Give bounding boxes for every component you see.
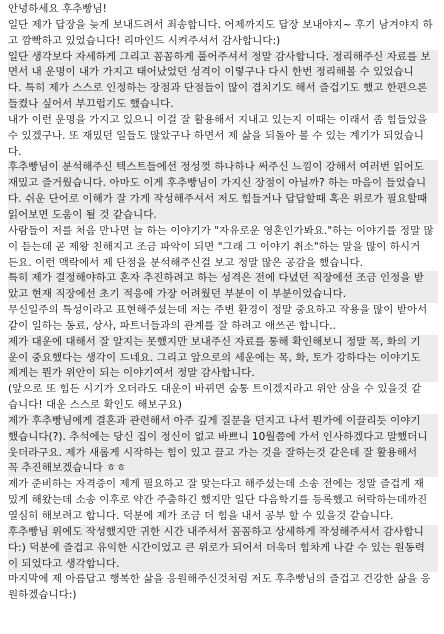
text-line: 무신일주의 특성이라고 표현해주셨는데 저는 주변 환경이 정말 중요하고 작용을 많이 받아서	[8, 304, 428, 317]
text-line: 면서 내 운명이 내가 가지고 태어났었던 성격이 이렇구나 다시 한번 정리해볼 수 있었습니	[8, 66, 414, 79]
text-line: 제가 후추빵님에게 결혼과 관련해서 아주 깊게 질문을 던지고 나서 뭔가에 이끌리듯 이야기	[8, 414, 421, 427]
text-line: 운이 중요했다는 생각이 드네요. 그리고 앞으로의 세운에는 목, 화, 토가 강하다는 이야기도	[8, 351, 421, 364]
text-line: 후추빵님이 분석해주신 텍스트들에선 정성껏 하나하나 써주신 느낌이 강해서 여러번 읽어도	[8, 161, 424, 174]
paragraph	[8, 525, 438, 573]
paragraph	[8, 160, 438, 223]
text-line: 사람들이 저를 처음 만나면 늘 하는 이야기가 "자유로운 영혼인가봐요."하는 이야기를 정말 많	[8, 224, 434, 237]
text-line: 고 깜빡하고 있었습니다! 리마인드 시켜주셔서 감사합니다:)	[8, 34, 281, 47]
text-line: 했습니다(?). 추석에는 당신 집이 정신이 없고 바쁘니 10월쯤에 가서 인사하겠다고 말했더니	[8, 430, 428, 443]
text-line: 마지막에 제 아름답고 행복한 삶을 응원해주신것처럼 저도 후추빵님의 즐겁고 건강한 삶을 응	[8, 573, 431, 586]
text-line: 웃더라구요. 제가 새롭게 시작하는 힘이 있고 끌고 가는 것을 잘하는것 같은데 잘 활용해서	[8, 446, 418, 459]
text-line: 든요. 이런 맥락에서 제 단점을 분석해주신걸 보고 정말 많은 공감을 했습니다.	[8, 256, 364, 269]
text-line: 특히 제가 결정해야하고 혼자 추진하려고 하는 성격은 전에 다녔던 직장에선 조금 인정을 받	[8, 272, 424, 285]
text-line: 후추빵님 위에도 작성했지만 귀한 시간 내주셔서 꼼꼼하고 상세하게 작성해주셔서 감사합니	[8, 525, 424, 538]
text-line: 원하겠습니다:)	[8, 589, 77, 602]
text-line: 제가 대운에 대해서 잘 알지는 못했지만 보내주신 자료를 통해 확인해보니 정말 목, 화의 기	[8, 335, 421, 348]
text-line: 이 듣는데 곧 제왕 친해지고 조금 파악이 되면 "그래 그 이야기 취소"하는 말을 많이 하시거	[8, 240, 421, 253]
paragraph	[8, 335, 438, 383]
paragraph	[8, 271, 438, 303]
text-line: 았고 현재 직장에선 초기 적응에 가장 어려웠던 부분이 이 부분이었습니다.	[8, 288, 347, 301]
text-line: 일단 제가 답장을 늦게 보내드려서 죄송합니다. 어제까지도 답장 보내야지~ 후기 남겨야지 하	[8, 18, 433, 31]
text-line: 같이 일하는 동료, 상사, 파트너들과의 관계를 잘 하려고 애쓰곤 합니다..	[8, 319, 337, 332]
text-line: 수 있겠구나. 또 재밌던 일들도 많았구나 하면서 제 삶을 되돌아 볼 수 있는 계기가 되었습니	[8, 129, 424, 142]
text-line: 다.	[8, 145, 22, 158]
paragraph	[8, 414, 438, 477]
text-line: 습니다! 대운 스스로 확인도 해보구요)	[8, 399, 183, 412]
paragraph	[8, 303, 438, 335]
paragraph	[8, 50, 438, 113]
text-line: 내가 이런 운명을 가지고 있으니 이걸 잘 활용해서 지내고 있는지 이때는 이래서 좀 힘들었을	[8, 113, 428, 126]
text-line: 일단 생각보다 자세하게 그리고 꼼꼼하게 풀어주셔서 정말 감사합니다. 정리해주신 자료를 보	[8, 50, 431, 63]
paragraph	[8, 113, 438, 161]
text-line: 다. 특히 제가 스스로 인정하는 장점과 단점들이 많이 겹치기도 해서 즐겁기도 했고 한편으론	[8, 82, 428, 95]
text-line: 꼭 추진해보겠습니다 ㅎㅎ	[8, 462, 127, 475]
paragraph	[8, 572, 438, 604]
text-line: 제게는 뭔가 위안이 되는 이야기여서 정말 감사합니다.	[8, 367, 255, 380]
paragraph	[8, 477, 438, 525]
text-line: 제가 준비하는 자격증이 제게 필요하고 잘 맞는다고 해주셨는데 소송 전에는 정말 즐겁게 재	[8, 478, 424, 491]
text-line: 이 되었다고 생각합니다.	[8, 557, 120, 570]
text-line: 읽어보면 도움이 될 것 같습니다.	[8, 208, 157, 221]
text-line: 밌게 해왔는데 소송 이후로 약간 주춤하긴 했지만 일단 다음학기를 등록했고 허락하는데까진	[8, 494, 428, 507]
text-line: 다:) 덕분에 즐겁고 유익한 시간이었고 큰 위로가 되어서 더욱더 힘차게 나갈 수 있는 원동력	[8, 541, 425, 554]
text-line: (앞으로 또 힘든 시기가 오더라도 대운이 바뀌면 숨통 트이겠지라고 위안 삼을 수 있을것 같	[8, 383, 422, 396]
paragraph	[8, 382, 438, 414]
paragraph	[8, 2, 438, 50]
paragraph	[8, 224, 438, 272]
text-line: 열심히 해보려고 합니다. 덕분에 제가 조금 더 힘을 내서 공부 할 수 있을것 같습니다.	[8, 510, 394, 522]
text-line: 안녕하세요 후추빵님!	[8, 3, 107, 15]
text-line: 재밌고 즐거웠습니다. 아마도 이게 후추빵님이 가지신 장점이 아닐까? 하는 마음이 들었습니	[8, 177, 427, 190]
text-line: 다. 쉬운 단어로 이해가 잘 가게 작성해주셔서 저도 힘들거나 답답할때 혹은 위로가 필요할때	[8, 193, 428, 206]
text-line: 들켰나 싶어서 부끄럽기도 했습니다.	[8, 98, 174, 111]
